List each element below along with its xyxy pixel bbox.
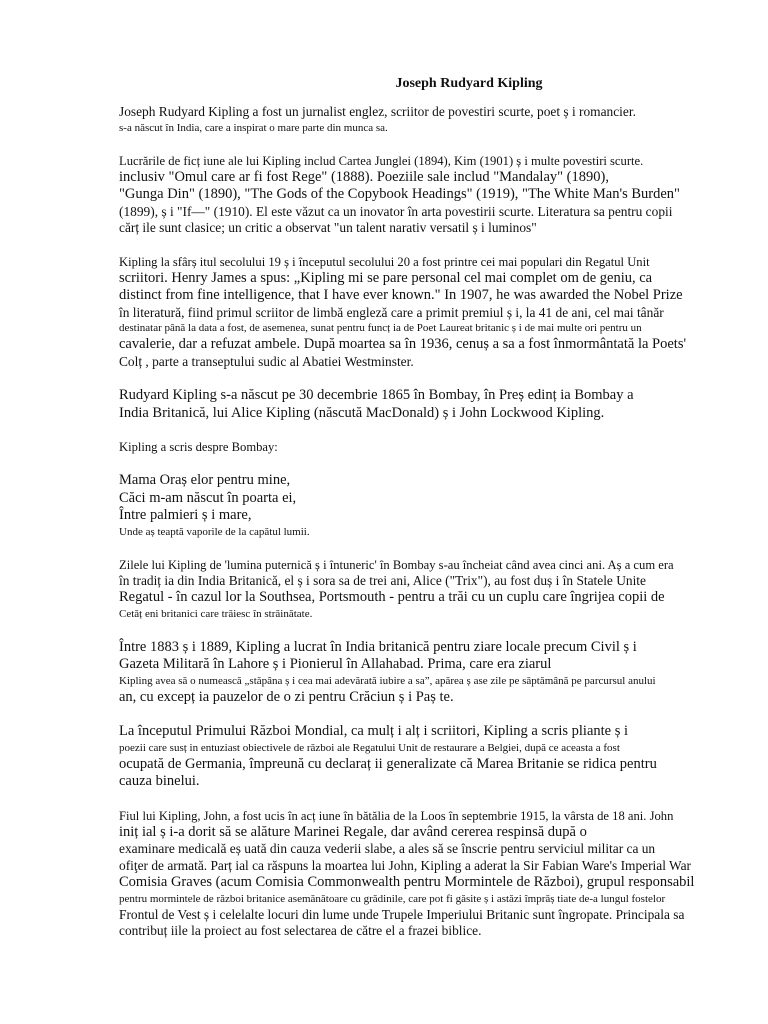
text-line: Kipling la sfârș itul secolului 19 ș i începutul secolului 20 a fost printre cei mai populari din Regatul Unit xyxy=(119,254,650,269)
paragraph xyxy=(119,723,718,791)
paragraph xyxy=(119,104,718,136)
text-line: Comisia Graves (acum Comisia Commonwealth pentru Mormintele de Război), grupul responsabil xyxy=(119,874,695,890)
text-line: Gazeta Militară în Lahore ș i Pionierul în Allahabad. Prima, care era ziarul xyxy=(119,656,552,672)
paragraph xyxy=(119,639,718,707)
text-line: scriitori. Henry James a spus: „Kipling mi se pare personal cel mai complet om de geniu, ca xyxy=(119,269,653,286)
text-line: Mama Oraș elor pentru mine, xyxy=(119,472,291,488)
text-line: Joseph Rudyard Kipling a fost un jurnalist englez, scriitor de povestiri scurte, poet ș i romancier. xyxy=(119,104,636,119)
text-line: Kipling avea să o numească „stăpâna ș i cea mai adevărată iubire a sa”, apărea ș ase zile pe săptămână pe parcursul anului xyxy=(119,674,656,687)
text-line: Unde aș teaptă vaporile de la capătul lumii. xyxy=(119,525,310,538)
text-line: (1899), ș i "If—" (1910). El este văzut ca un inovator în arta povestirii scurte. Literatura sa pentru copii xyxy=(119,203,673,219)
text-line: Între palmieri ș i mare, xyxy=(119,507,252,523)
page-title: Joseph Rudyard Kipling xyxy=(395,76,543,91)
text-line: Regatul - în cazul lor la Southsea, Portsmouth - pentru a trăi cu un cuplu care îngrijea copii de xyxy=(119,589,665,605)
text-line: în literatură, fiind primul scriitor de limbă engleză care a primit premiul ș i, la 41 de ani, cel mai tânăr xyxy=(119,304,664,320)
text-line: inclusiv "Omul care ar fi fost Rege" (1888). Poeziile sale includ "Mandalay" (1890), xyxy=(119,168,609,185)
paragraph xyxy=(119,472,718,540)
text-line: Frontul de Vest ș i celelalte locuri din lume unde Trupele Imperiului Britanic sunt îngropate. Principala sa xyxy=(119,906,685,922)
text-line: ofiţer de armată. Parț ial ca răspuns la moartea lui John, Kipling a aderat la Sir Fabian Ware's Imperial War xyxy=(119,857,692,873)
text-line: "Gunga Din" (1890), "The Gods of the Copybook Headings" (1919), "The White Man's Burden" xyxy=(119,186,680,202)
text-line: cauza binelui. xyxy=(119,773,200,789)
text-line: poezii care susț in entuziast obiectivele de război ale Regatului Unit de restaurare a Belgiei, după ce aceasta a fost xyxy=(119,741,620,754)
text-line: La începutul Primului Război Mondial, ca mulț i alț i scriitori, Kipling a scris pliante ș i xyxy=(119,723,629,739)
paragraph xyxy=(119,439,718,455)
text-line: iniț ial ș i-a dorit să se alăture Marinei Regale, dar având cererea respinsă după o xyxy=(119,823,587,840)
text-line: Colț , parte a transeptului sudic al Abatiei Westminster. xyxy=(119,353,414,369)
text-line: Căci m-am născut în poarta ei, xyxy=(119,489,297,506)
text-line: cavalerie, dar a refuzat ambele. După moartea sa în 1936, cenuș a sa a fost înmormântată la Poets' xyxy=(119,336,687,352)
text-line: Cetăț eni britanici care trăiesc în străinătate. xyxy=(119,607,313,620)
text-line: an, cu excepț ia pauzelor de o zi pentru Crăciun ș i Paș te. xyxy=(119,688,454,705)
text-line: Fiul lui Kipling, John, a fost ucis în acț iune în bătălia de la Loos în septembrie 1915, la vârsta de 18 ani. John xyxy=(119,808,674,823)
text-line: Zilele lui Kipling de 'lumina puternică ș i întuneric' în Bombay s-au încheiat când avea cinci ani. Aș a cum era xyxy=(119,557,674,572)
text-line: destinatar până la data a fost, de asemenea, sunat pentru funcț ia de Poet Laureat britanic ș i de mai multe ori pentru un xyxy=(119,322,642,334)
text-line: Între 1883 ș i 1889, Kipling a lucrat în India britanică pentru ziare locale precum Civil ș i xyxy=(119,638,637,655)
text-line: s-a născut în India, care a inspirat o mare parte din munca sa. xyxy=(119,121,388,134)
document-body xyxy=(119,104,718,940)
text-line: examinare medicală eș uată din cauza vederii slabe, a ales să se înscrie pentru serviciul militar ca un xyxy=(119,841,656,856)
text-line: ocupată de Germania, împreună cu declaraț ii generalizate că Marea Britanie se ridica pentru xyxy=(119,755,657,772)
text-line: Rudyard Kipling s-a născut pe 30 decembrie 1865 în Bombay, în Preș edinț ia Bombay a xyxy=(119,387,634,403)
text-line: Kipling a scris despre Bombay: xyxy=(119,440,278,454)
text-line: India Britanică, lui Alice Kipling (născută MacDonald) ș i John Lockwood Kipling. xyxy=(119,404,605,421)
text-line: distinct from fine intelligence, that I have ever known." In 1907, he was awarded the Nobel Prize xyxy=(119,287,683,303)
text-line: contribuț iile la proiect au fost selectarea de către el a frazei biblice. xyxy=(119,923,482,938)
text-line: cărț ile sunt clasice; un critic a observat "un talent narativ versatil ș i luminos" xyxy=(119,220,537,235)
paragraph xyxy=(119,387,718,422)
text-line: Lucrările de ficț iune ale lui Kipling includ Cartea Junglei (1894), Kim (1901) ș i multe povestiri scurte. xyxy=(119,153,644,168)
text-line: pentru mormintele de război britanice asemănătoare cu grădinile, care pot fi găsite ș i astăzi împrăș tiate de-a lungul fostelor xyxy=(119,892,666,905)
text-line: în tradiț ia din India Britanică, el ș i sora sa de trei ani, Alice ("Trix"), au fost duș i în Statele Unite xyxy=(119,572,646,588)
paragraph xyxy=(119,808,718,940)
paragraph xyxy=(119,254,718,371)
paragraph xyxy=(119,557,718,622)
paragraph xyxy=(119,153,718,237)
